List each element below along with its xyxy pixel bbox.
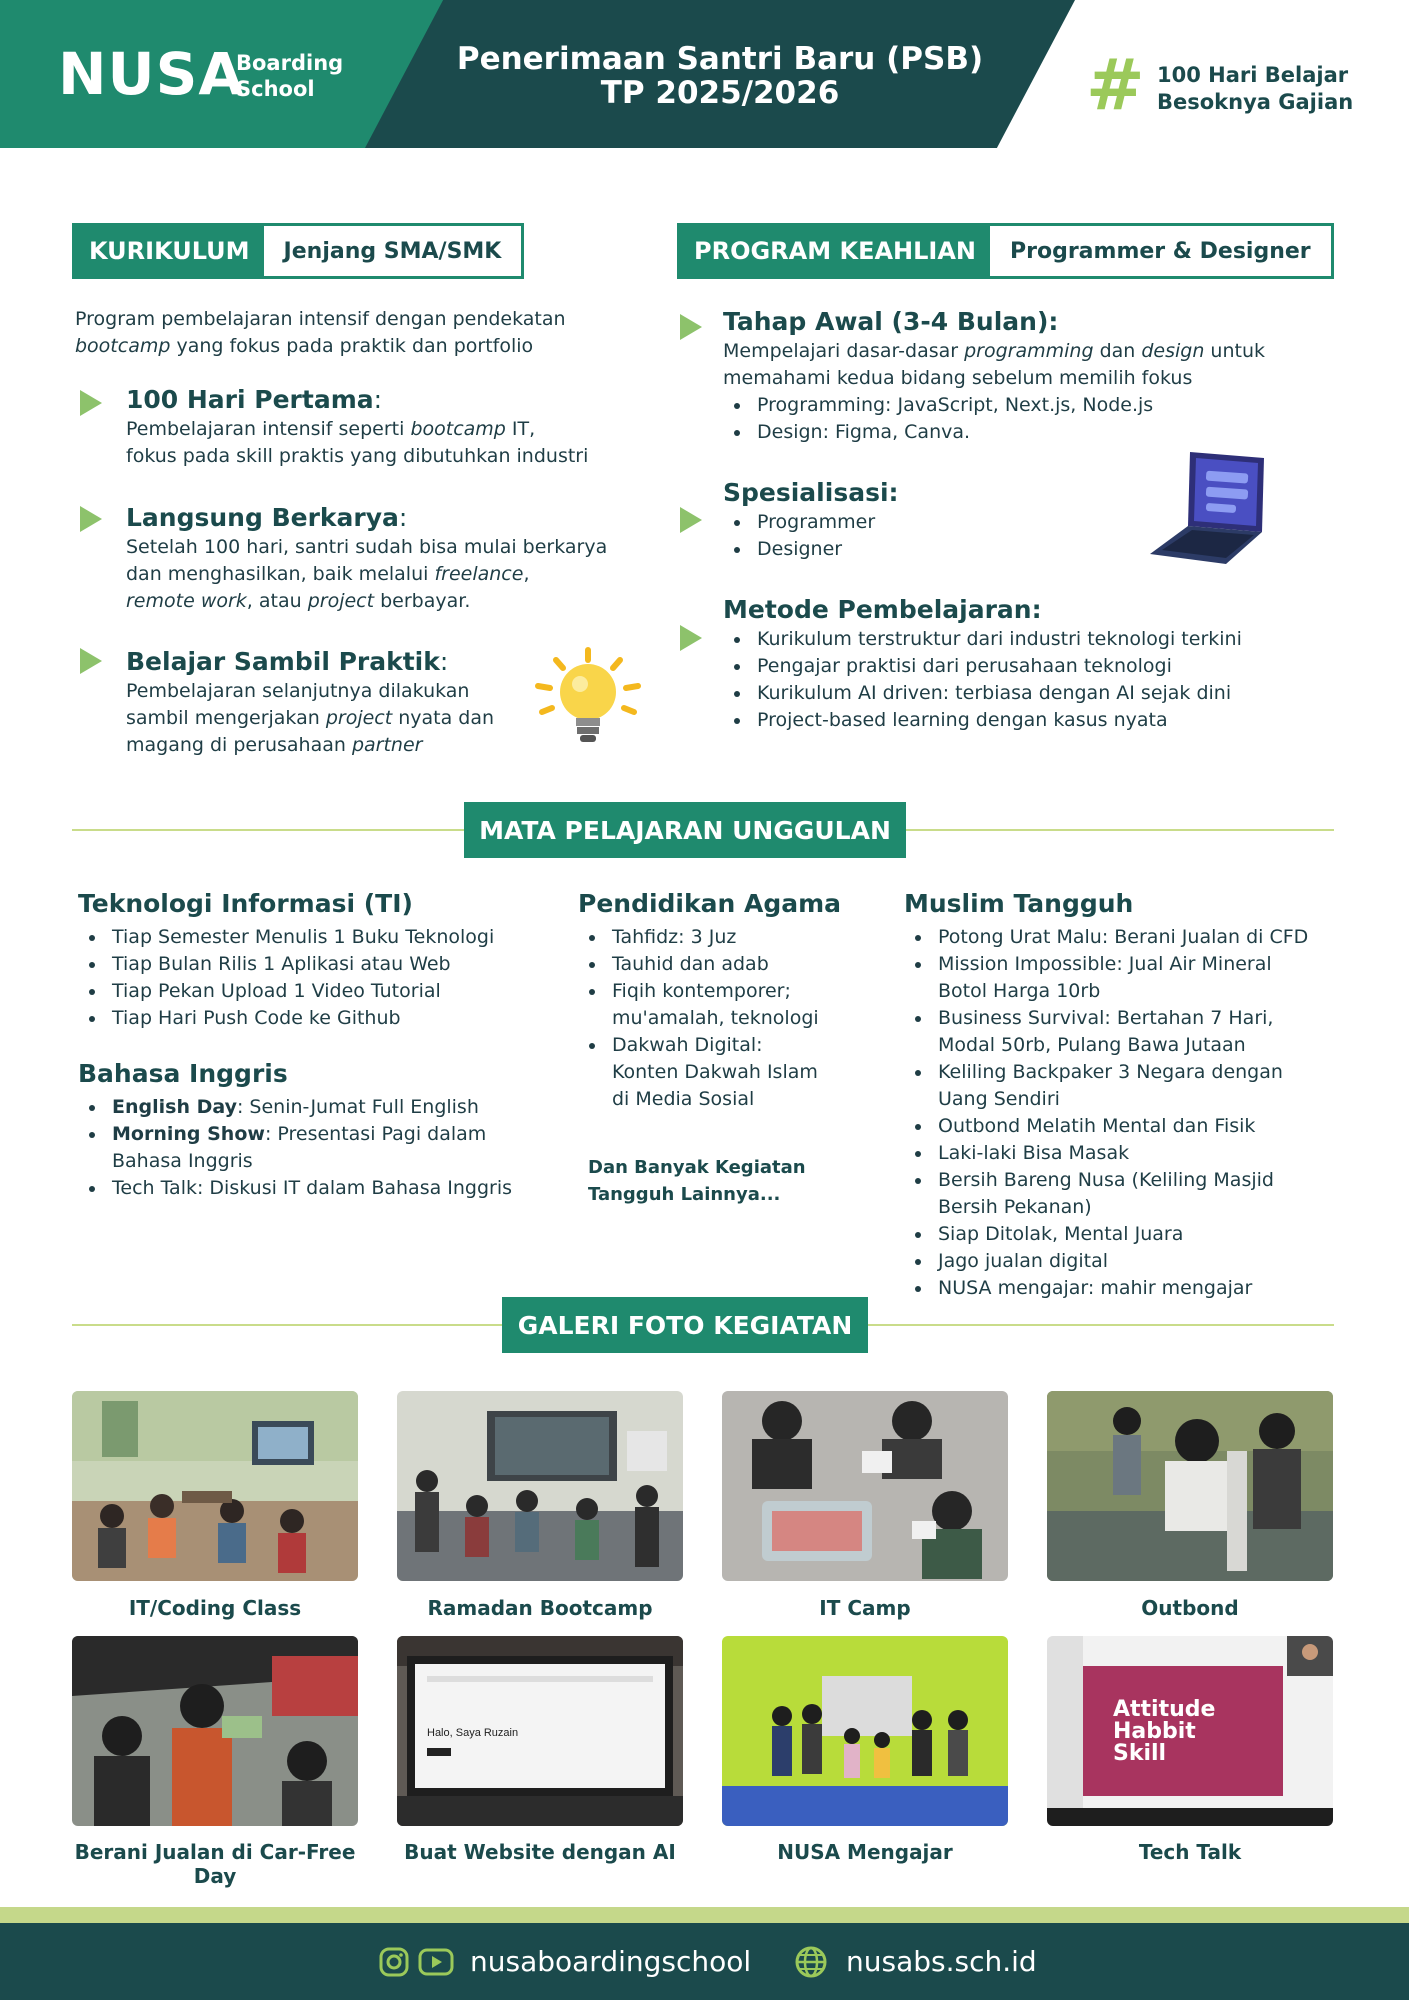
p2-title: Langsung Berkarya (126, 503, 399, 532)
mt-title: Muslim Tangguh (904, 889, 1134, 918)
mt-line: Keliling Backpaker 3 Negara dengan (938, 1061, 1283, 1083)
p3-line-2 (126, 705, 526, 732)
metode-pembelajaran (723, 594, 1343, 734)
kurikulum-point-2 (126, 502, 666, 615)
mt-line: Botol Harga 10rb (938, 980, 1101, 1002)
p2-line-1: Setelah 100 hari, santri sudah bisa mulai berkarya (126, 536, 608, 558)
mt-line: Mission Impossible: Jual Air Mineral (938, 953, 1272, 975)
p1-title: 100 Hari Pertama (126, 385, 374, 414)
p2-em-2: project (307, 590, 375, 612)
list-item: Designer (723, 536, 1123, 563)
p3-text-b: nyata dan (392, 707, 495, 729)
gallery-caption: Outbond (1141, 1596, 1239, 1620)
list-item: Programming: JavaScript, Next.js, Node.js (723, 392, 1323, 419)
list-item (904, 1221, 1344, 1248)
p3-title: Belajar Sambil Praktik (126, 647, 440, 676)
list-item: Pengajar praktisi dari perusahaan teknologi (723, 653, 1343, 680)
mt-line: NUSA mengajar: mahir mengajar (938, 1277, 1253, 1299)
tahap-list (723, 392, 1323, 446)
p3-text-c: magang di perusahaan (126, 734, 352, 756)
point-title: Belajar Sambil Praktik: (126, 647, 449, 676)
photo-car-free-day (72, 1636, 358, 1826)
gallery-caption: IT/Coding Class (128, 1596, 302, 1620)
tagline-line-1: 100 Hari Belajar (1157, 63, 1349, 87)
pa-4b: Konten Dakwah Islam (612, 1061, 818, 1083)
p1-line-1 (126, 416, 646, 443)
title-line-1: Penerimaan Santri Baru (PSB) (456, 41, 984, 77)
gallery-caption: IT Camp (819, 1596, 911, 1620)
note-line-1: Dan Banyak Kegiatan (588, 1157, 806, 1178)
school-logo: NUSA (58, 40, 245, 108)
list-item (78, 1094, 578, 1121)
tahap-em-1: programming (964, 340, 1094, 362)
list-item: Tech Talk: Diskusi IT dalam Bahasa Inggris (78, 1175, 578, 1202)
spesialisasi (723, 477, 1123, 563)
logo-sub-line-2: School (236, 77, 315, 101)
lightbulb-icon (530, 646, 646, 750)
list-item: Tiap Pekan Upload 1 Video Tutorial (78, 978, 568, 1005)
spes-title: Spesialisasi: (723, 478, 899, 507)
bi-title: Bahasa Inggris (78, 1059, 288, 1088)
mt-line: Bersih Bareng Nusa (Keliling Masjid (938, 1169, 1274, 1191)
mt-line: Potong Urat Malu: Berani Jualan di CFD (938, 926, 1309, 948)
list-item: Tauhid dan adab (578, 951, 878, 978)
pa-3b: mu'amalah, teknologi (612, 1007, 819, 1029)
list-item: Project-based learning dengan kasus nyata (723, 707, 1343, 734)
bi-2-rest: : Presentasi Pagi dalam (264, 1123, 487, 1145)
list-item: Tiap Hari Push Code ke Github (78, 1005, 568, 1032)
more-activities-note (588, 1154, 806, 1208)
list-item: Design: Figma, Canva. (723, 419, 1323, 446)
p2-text-b: , (523, 563, 530, 585)
youtube-icon[interactable] (418, 1946, 454, 1978)
list-item: Tiap Semester Menulis 1 Buku Teknologi (78, 924, 568, 951)
p2-em-1: remote work (126, 590, 247, 612)
title-line-2: TP 2025/2026 (600, 75, 840, 111)
arrow-icon (80, 506, 102, 532)
list-item: Tiap Bulan Rilis 1 Aplikasi atau Web (78, 951, 568, 978)
mt-line: Jago jualan digital (938, 1250, 1108, 1272)
list-item (904, 1059, 1344, 1113)
hashtag-icon: # (1086, 44, 1145, 126)
point-body (126, 534, 666, 615)
instagram-icon[interactable] (378, 1946, 410, 1978)
list-item (904, 1275, 1344, 1302)
tahap-line-1 (723, 338, 1323, 365)
tahap-body (723, 338, 1323, 392)
footer-accent-strip (0, 1907, 1409, 1923)
p2-text-a: dan menghasilkan, baik melalui (126, 563, 435, 585)
bi-1-rest: : Senin-Jumat Full English (236, 1096, 479, 1118)
metode-list (723, 626, 1343, 734)
point-title: Langsung Berkarya: (126, 503, 408, 532)
list-item: Kurikulum AI driven: terbiasa dengan AI sejak dini (723, 680, 1343, 707)
ti-title: Teknologi Informasi (TI) (78, 889, 413, 918)
p1-text-a: Pembelajaran intensif seperti (126, 418, 411, 440)
page-footer (0, 1923, 1409, 2000)
list-item (904, 924, 1344, 951)
p2-line-3 (126, 588, 666, 615)
p2-end: berbayar. (374, 590, 471, 612)
col-teknologi-informasi (78, 888, 568, 1032)
spes-list (723, 509, 1123, 563)
tahap-title: Tahap Awal (3-4 Bulan): (723, 307, 1059, 336)
tagline (1157, 62, 1353, 116)
mt-line: Siap Ditolak, Mental Juara (938, 1223, 1184, 1245)
point-title: 100 Hari Pertama: (126, 385, 383, 414)
photo-nusa-mengajar (722, 1636, 1008, 1826)
gallery-caption: Ramadan Bootcamp (427, 1596, 653, 1620)
gallery-caption: Buat Website dengan AI (404, 1840, 676, 1864)
p3-text-em2: partner (351, 734, 423, 756)
kurikulum-intro (75, 306, 635, 360)
mt-list (904, 924, 1344, 1302)
p3-text-em: project (325, 707, 393, 729)
point-body (126, 416, 646, 470)
bi-list (78, 1094, 578, 1202)
kurikulum-point-3 (126, 646, 526, 759)
col-bahasa-inggris (78, 1058, 578, 1202)
list-item (578, 978, 878, 1032)
pa-3a: Fiqih kontemporer; (612, 980, 791, 1002)
p2-mid: , atau (246, 590, 308, 612)
gallery-caption: NUSA Mengajar (777, 1840, 953, 1864)
tahap-a: Mempelajari dasar-dasar (723, 340, 965, 362)
list-item (904, 951, 1344, 1005)
school-logo-subtitle (236, 50, 343, 102)
pa-list (578, 924, 878, 1113)
kurikulum-title: KURIKULUM (75, 226, 264, 276)
bi-2-rest-2: Bahasa Inggris (112, 1150, 253, 1172)
bi-2-bold: Morning Show (112, 1123, 265, 1145)
mt-line: Business Survival: Bertahan 7 Hari, (938, 1007, 1274, 1029)
tagline-line-2: Besoknya Gajian (1157, 90, 1354, 114)
photo-slide-text-1: Attitude (1113, 1697, 1216, 1722)
intro-line-2 (75, 333, 635, 360)
pa-title: Pendidikan Agama (578, 889, 842, 918)
arrow-icon (80, 648, 102, 674)
mt-line: Modal 50rb, Pulang Bawa Jutaan (938, 1034, 1246, 1056)
kurikulum-label (72, 223, 524, 279)
mt-line: Outbond Melatih Mental dan Fisik (938, 1115, 1256, 1137)
photo-it-coding-class (72, 1391, 358, 1581)
website-link[interactable]: nusabs.sch.id (846, 1945, 1037, 1978)
bi-1-bold: English Day (112, 1096, 237, 1118)
mapel-section-title: MATA PELAJARAN UNGGULAN (464, 802, 906, 858)
list-item: Tahfidz: 3 Juz (578, 924, 878, 951)
list-item (904, 1167, 1344, 1221)
p3-text-a: sambil mengerjakan (126, 707, 326, 729)
tahap-line-2: memahami kedua bidang sebelum memilih fokus (723, 367, 1193, 389)
photo-it-camp (722, 1391, 1008, 1581)
photo-slide-text-2: Habbit (1113, 1719, 1196, 1744)
intro-line-1: Program pembelajaran intensif dengan pendekatan (75, 308, 566, 330)
keahlian-subtitle: Programmer & Designer (990, 226, 1331, 276)
globe-icon (794, 1945, 828, 1979)
p1-text-em: bootcamp (410, 418, 506, 440)
kurikulum-point-1 (126, 384, 646, 470)
photo-slide-text-3: Skill (1113, 1741, 1167, 1766)
note-line-2: Tangguh Lainnya... (588, 1184, 781, 1205)
list-item (904, 1005, 1344, 1059)
p1-text-b: IT, (505, 418, 536, 440)
mt-line: Bersih Pekanan) (938, 1196, 1092, 1218)
arrow-icon (680, 314, 702, 340)
photo-outbond (1047, 1391, 1333, 1581)
tahap-mid: dan (1093, 340, 1142, 362)
p3-line-1: Pembelajaran selanjutnya dilakukan (126, 680, 470, 702)
pa-4c: di Media Sosial (612, 1088, 755, 1110)
p2-line-2 (126, 561, 666, 588)
intro-em: bootcamp (75, 335, 171, 357)
arrow-icon (80, 390, 102, 416)
list-item (904, 1248, 1344, 1275)
col-muslim-tangguh (904, 888, 1344, 1302)
page-title (420, 42, 1020, 110)
list-item: Programmer (723, 509, 1123, 536)
keahlian-label (677, 223, 1334, 279)
keahlian-title: PROGRAM KEAHLIAN (680, 226, 990, 276)
arrow-icon (680, 507, 702, 533)
p2-text-em: freelance (434, 563, 524, 585)
list-item (904, 1113, 1344, 1140)
mt-line: Laki-laki Bisa Masak (938, 1142, 1130, 1164)
metode-title: Metode Pembelajaran: (723, 595, 1042, 624)
page-header (0, 0, 1409, 148)
photo-website-ai (397, 1636, 683, 1826)
p1-line-2: fokus pada skill praktis yang dibutuhkan industri (126, 445, 589, 467)
list-item: Kurikulum terstruktur dari industri teknologi terkini (723, 626, 1343, 653)
galeri-section-title: GALERI FOTO KEGIATAN (502, 1297, 868, 1353)
list-item (578, 1032, 878, 1113)
list-item (904, 1140, 1344, 1167)
logo-sub-line-1: Boarding (236, 51, 344, 75)
intro-rest: yang fokus pada praktik dan portfolio (170, 335, 534, 357)
point-body (126, 678, 526, 759)
photo-tech-talk (1047, 1636, 1333, 1826)
photo-ramadan-bootcamp (397, 1391, 683, 1581)
gallery-caption: Tech Talk (1138, 1840, 1242, 1864)
pa-4a: Dakwah Digital: (612, 1034, 763, 1056)
col-pendidikan-agama (578, 888, 878, 1113)
list-item (78, 1121, 578, 1175)
social-handle[interactable]: nusaboardingschool (470, 1945, 752, 1978)
p3-line-3 (126, 732, 526, 759)
tahap-b: untuk (1204, 340, 1266, 362)
gallery-caption: Berani Jualan di Car-Free Day (74, 1840, 356, 1888)
tahap-em-2: design (1141, 340, 1205, 362)
kurikulum-subtitle: Jenjang SMA/SMK (264, 226, 522, 276)
photo-screen-text: Halo, Saya Ruzain (427, 1727, 519, 1739)
ti-list (78, 924, 568, 1032)
mt-line: Uang Sendiri (938, 1088, 1060, 1110)
arrow-icon (680, 625, 702, 651)
laptop-icon (1146, 448, 1270, 570)
tahap-awal (723, 306, 1323, 446)
